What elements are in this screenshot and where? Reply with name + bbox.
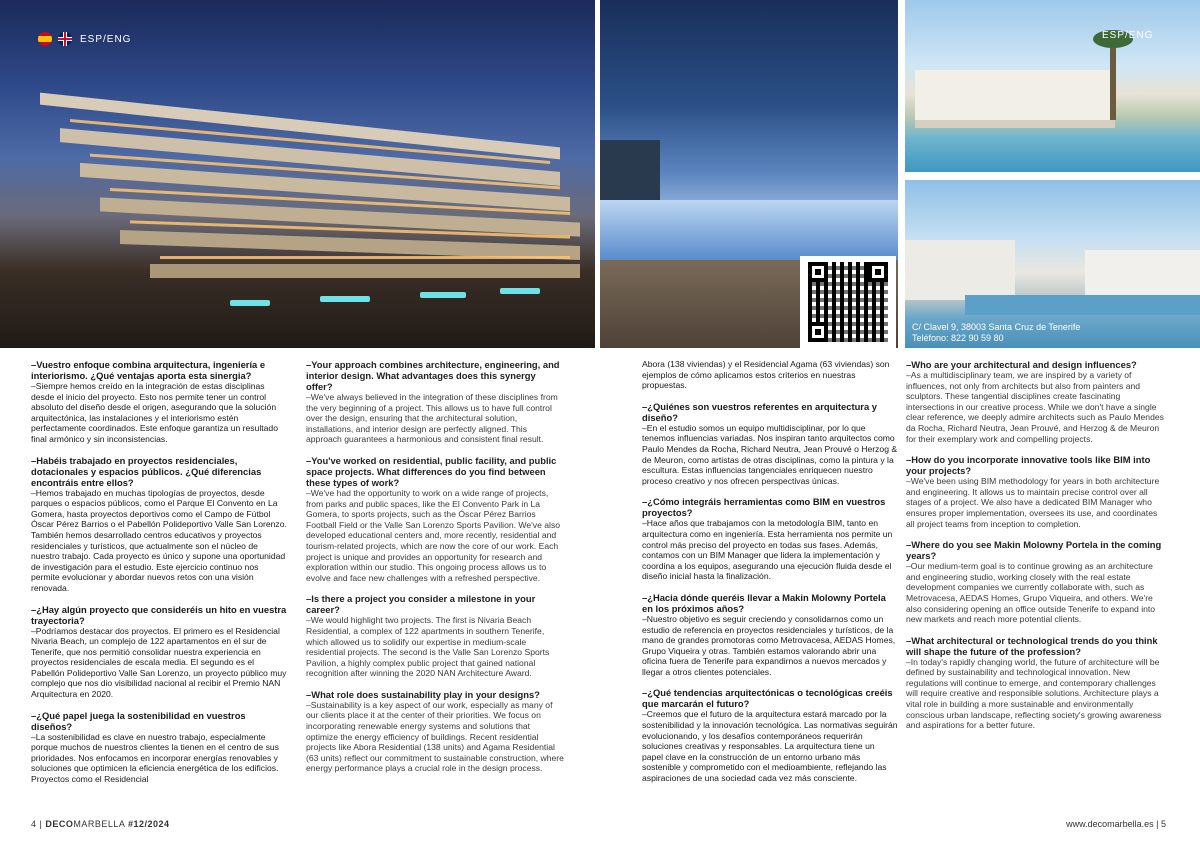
terrace — [915, 120, 1115, 128]
answer: –Podríamos destacar dos proyectos. El primero es el Residencial Nivaria Beach, un complejo de 122 apartamentos en el sur de Tenerife, que nos permitió consolidar nuestra experiencia en proyectos residenciales de escala media. El segundo es el Pabellón Polideportivo Valle San Lorenzo, un proyecto público muy complejo que nos dio visibilidad nacional al recibir el Premio NAN Arquitectura en 2020. — [31, 625, 287, 700]
question: –Your approach combines architecture, engineering, and interior design. What advantages does this synergy offer? — [306, 359, 560, 392]
answer: –As a multidisciplinary team, we are inspired by a variety of influences, not only from architects but also from painters and sculptors. These tangential disciplines create fascinating intersections in our creative process. While we don't have a single clear reference, we deeply admire architects such as Paulo Mendes da Rocha, Richard Neutra, Jean Prouvé, and Herzog & de Meuron for their exemplary work and compelling projects. — [906, 370, 1164, 444]
pool-light — [500, 288, 540, 294]
language-label-left: ESP/ENG — [80, 34, 132, 45]
uk-flag-icon[interactable] — [58, 32, 72, 46]
footer-right — [1066, 819, 1166, 829]
question: –¿Quiénes son vuestros referentes en arquitectura y diseño? — [642, 400, 877, 423]
answer: –Creemos que el futuro de la arquitectura estará marcado por la sostenibilidad y la innovación tecnológica. Las normativas seguirán evolucionando, y los desafíos contemporáneos requerirán soluciones creativas y responsables. La arquitectura tiene un papel clave en la construcción de un entorno urbano más sostenible y comprometido con el medioambiente, reflejando las aspiraciones de una sociedad cada vez más consciente. — [642, 709, 898, 784]
footer-separator: | — [1156, 819, 1161, 829]
palm-trunk — [1110, 40, 1116, 120]
question: –What role does sustainability play in your designs? — [306, 688, 540, 700]
column-english-2 — [906, 359, 1166, 741]
page-number-right: 5 — [1160, 819, 1166, 829]
question: –Who are your architectural and design influences? — [906, 359, 1137, 370]
question: –¿Hacia dónde queréis llevar a Makin Molowny Portela en los próximos años? — [642, 591, 886, 614]
answer: –We've had the opportunity to work on a wide range of projects, from parks and public spaces, like the El Convento Park in La Gomera, to sports projects, such as the Óscar Pérez Barrios Football Field or the Valle San Lorenzo Sports Pavilion. We've also developed educational centers and, more recently, residential and tourism-related projects, which are now the core of our work. Each project is unique and provides an opportunity for research and exploration within our studio. This ongoing process allows us to evolve and face new challenges with a refreshed perspective. — [306, 487, 561, 583]
column-spanish-1 — [31, 359, 287, 795]
question: –¿Cómo integráis herramientas como BIM en vuestros proyectos? — [642, 496, 886, 519]
qr-finder — [808, 322, 828, 342]
building-wall — [600, 140, 660, 200]
answer: –In today's rapidly changing world, the future of architecture will be defined by sustainability and technological innovation. New regulations will continue to emerge, and contemporary challenges will require creative and responsible solutions. Architecture plays a vital role in building a more sustainable and environmentally conscious urban landscape, reflecting society's growing awareness and aspirations for a better future. — [906, 656, 1162, 731]
question: –You've worked on residential, public facility, and public space projects. What differences do you find between these types of work? — [306, 454, 557, 488]
pool-light — [320, 296, 370, 302]
address-block — [912, 322, 1080, 344]
language-label-right: ESP/ENG — [1102, 30, 1154, 41]
answer: –Siempre hemos creído en la integración de estas disciplinas desde el inicio del proyecto. Esto nos permite tener un control absoluto del diseño desde el origen, asegurando que la solución arquitectónica, las instalaciones y el interiorismo estén perfectamente coordinados. Este enfoque garantiza un resultado final armónico y sin inconsistencias. — [31, 381, 278, 444]
question: –What architectural or technological trends do you think will shape the future of the profession? — [906, 634, 1158, 657]
white-villa — [915, 70, 1115, 120]
column-spanish-2 — [642, 359, 898, 794]
brand-bold: DECO — [45, 819, 74, 829]
qr-finder — [868, 262, 888, 282]
answer: –Hace años que trabajamos con la metodología BIM, tanto en arquitectura como en ingeniería. Esta herramienta nos permite un control más preciso del proyecto en todas sus fases. Además, contamos con un BIM Manager que lidera la implementación y coordina a los equipos, asegurando una ejecución fluida desde el diseño inicial hasta la finalización. — [642, 518, 893, 582]
question: –Habéis trabajado en proyectos residenciales, dotacionales y espacios públicos. ¿Qué diferencias encontráis entre ellos? — [31, 454, 262, 488]
qr-code[interactable] — [800, 256, 896, 348]
question: –Vuestro enfoque combina arquitectura, ingeniería e interiorismo. ¿Qué ventajas aporta esta sinergia? — [31, 359, 266, 381]
issue-number: #12/2024 — [127, 819, 170, 829]
infinity-pool — [600, 200, 898, 260]
answer: –Nuestro objetivo es seguir creciendo y consolidarnos como un estudio de referencia en proyectos residenciales y turísticos, de la mano de grandes promotoras como Metrovacesa, AEDAS Homes, Grupo Viqueira y otras. También estamos valorando abrir una oficina fuera de Tenerife para expandirnos a nuevos mercados y llegar a otros clientes potenciales. — [642, 613, 896, 677]
answer: –We've been using BIM methodology for years in both architecture and engineering. It allows us to maintain precise control over all stages of a project. We also have a dedicated BIM Manager who ensures proper implementation, oversees its use, and coordinates all project teams from inception to completion. — [906, 476, 1160, 529]
question: –Is there a project you consider a milestone in your career? — [306, 593, 536, 616]
villa-pool-photo — [905, 0, 1200, 172]
answer: –Our medium-term goal is to continue growing as an architecture and engineering studio, working closely with the real estate development companies we currently collaborate with, such as Metrovacesa, AEDAS Homes, Grupo Viqueira, and others. We're also considering opening an office outside Tenerife to expand into new markets and reach more potential clients. — [906, 561, 1156, 625]
footer-left — [31, 819, 169, 829]
question: –¿Qué tendencias arquitectónicas o tecnológicas creéis que marcarán el futuro? — [642, 687, 893, 710]
lit-windows — [160, 256, 570, 259]
question: –¿Qué papel juega la sostenibilidad en vuestros diseños? — [31, 709, 246, 732]
question: –¿Hay algún proyecto que consideréis un hito en vuestra trayectoria? — [31, 603, 287, 626]
answer: –We would highlight two projects. The first is Nivaria Beach Residential, a complex of 122 apartments in southern Tenerife, which allowed us to solidify our expertise in medium-scale residential projects. The second is the Valle San Lorenzo Sports Pavilion, a highly complex public project that gained national recognition after winning the 2020 NAN Architecture Award. — [306, 615, 550, 679]
brand-name: MARBELLA — [73, 819, 125, 829]
column-english-1 — [306, 359, 564, 784]
qr-finder — [808, 262, 828, 282]
spain-flag-icon[interactable] — [38, 32, 52, 46]
white-building — [905, 240, 1015, 300]
long-pool — [965, 295, 1200, 315]
pool-light — [420, 292, 466, 298]
footer-separator: | — [39, 819, 46, 829]
answer: –En el estudio somos un equipo multidisciplinar, por lo que tenemos influencias variadas. Nos inspiran tanto arquitectos como Paulo Mendes da Rocha, Richard Neutra, Jean Prouvé o Herzog & de Meuron, como artistas de otras disciplinas, como la pintura y la escultura. Estas influencias tangenciales enriquecen nuestro proceso creativo y nos ofrecen perspectivas únicas. — [642, 422, 898, 486]
hero-photo-building-night — [0, 0, 595, 348]
answer: –Hemos trabajado en muchas tipologías de proyectos, desde parques o espacios públicos, como el Parque El Convento en La Gomera, hasta proyectos deportivos como el Campo de Fútbol Óscar Pérez Barrios o el Pabellón Polideportivo Valle San Lorenzo. También hemos desarrollado centros educativos y proyectos residenciales y turísticos, que actualmente son el núcleo de nuestro trabajo. Cada proyecto es único y supone una oportunidad de investigación para el estudio. Este ejercicio continuo nos permite evolucionar y abordar nuevos retos con una visión renovada. — [31, 487, 287, 593]
white-building — [1085, 250, 1200, 300]
pool-light — [230, 300, 270, 306]
question: –Where do you see Makin Molowny Portela in the coming years? — [906, 539, 1162, 562]
address-line: C/ Clavel 9, 38003 Santa Cruz de Tenerife — [912, 322, 1081, 332]
website-link[interactable]: www.decomarbella.es — [1066, 819, 1154, 829]
building-slab — [150, 264, 580, 278]
page-number-left: 4 — [31, 819, 37, 829]
answer: –We've always believed in the integration of these disciplines from the very beginning of a project. This allows us to have full control over the design, ensuring that the architectural solution, installations, and interior design are perfectly aligned. This approach guarantees a harmonious and consistent final result. — [306, 392, 558, 445]
answer: –Sustainability is a key aspect of our work, especially as many of our clients place it at the center of their priorities. We focus on incorporating renewable energy systems and solutions that optimize the energy efficiency of buildings. Recent residential projects like Abora Residential (138 units) and Agama Residential (63 units) reflect our commitment to sustainable construction, where energy performance plays a crucial role in the design process. — [306, 699, 564, 774]
question: –How do you incorporate innovative tools like BIM into your projects? — [906, 454, 1151, 477]
answer-continued: Abora (138 viviendas) y el Residencial Agama (63 viviendas) son ejemplos de cómo aplicamos estos criterios en nuestras propuestas. — [642, 359, 890, 391]
phone-line[interactable]: Teléfono: 822 90 59 80 — [912, 333, 1004, 343]
answer: –La sostenibilidad es clave en nuestro trabajo, especialmente porque muchos de nuestros clientes la tienen en el centro de sus prioridades. Nos enfocamos en incorporar energías renovables y soluciones que optimicen la eficiencia energética de los edificios. Proyectos como el Residencial — [31, 731, 279, 785]
